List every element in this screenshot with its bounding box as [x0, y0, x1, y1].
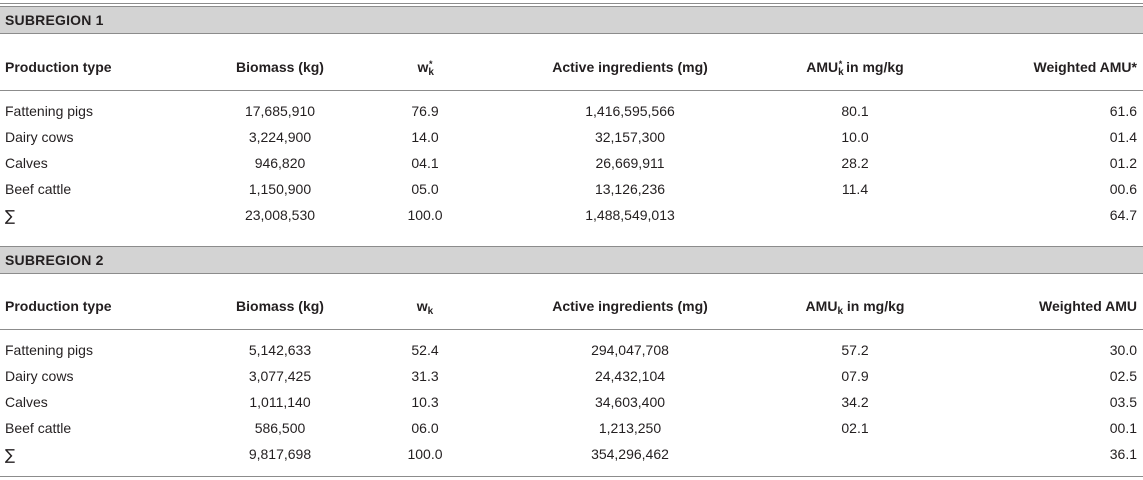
col-header-amuk — [780, 59, 930, 78]
table-row — [0, 342, 1143, 368]
cell-biomass: 3,077,425 — [248, 368, 312, 384]
subregion-2-rows — [0, 342, 1143, 472]
cell-wk: 10.3 — [411, 394, 439, 410]
subregion-1-rows — [0, 103, 1143, 233]
cell-amuk: 28.2 — [841, 155, 869, 171]
cell-production-type: Dairy cows — [5, 129, 74, 145]
wk-main: w — [416, 298, 428, 314]
cell-biomass: 1,011,140 — [249, 394, 311, 410]
cell-wk: 04.1 — [411, 155, 439, 171]
subregion-2-title: SUBREGION 2 — [5, 252, 104, 268]
top-rule — [0, 3, 1143, 4]
subregion-2-bar — [0, 246, 1143, 274]
cell-active-ingredients: 13,126,236 — [594, 181, 666, 197]
col-header-active-ingredients: Active ingredients (mg) — [552, 298, 708, 314]
cell-amuk: 07.9 — [841, 368, 869, 384]
cell-wk: 100.0 — [407, 207, 443, 223]
col-header-weighted-amu: Weighted AMU* — [1033, 59, 1137, 75]
cell-amuk: 80.1 — [841, 103, 869, 119]
subregion-1-header-rule — [0, 90, 1143, 91]
table-row-total — [0, 207, 1143, 233]
table-row — [0, 103, 1143, 129]
amuk-main: AMU — [806, 59, 839, 75]
bottom-rule — [0, 476, 1143, 477]
subregion-1-bar — [0, 6, 1143, 34]
cell-biomass: 17,685,910 — [244, 103, 316, 119]
cell-wk: 05.0 — [411, 181, 439, 197]
subregion-1-title: SUBREGION 1 — [5, 12, 104, 28]
col-header-amuk — [780, 298, 930, 317]
cell-production-type: Calves — [5, 394, 48, 410]
cell-weighted-amu: 64.7 — [1109, 207, 1137, 223]
col-header-biomass: Biomass (kg) — [236, 298, 324, 314]
cell-wk: 52.4 — [411, 342, 439, 358]
cell-weighted-amu: 00.1 — [1109, 420, 1137, 436]
wk-sub: k — [427, 306, 434, 317]
cell-wk: 06.0 — [411, 420, 439, 436]
wk-main: w — [417, 59, 429, 75]
cell-wk: 76.9 — [411, 103, 439, 119]
cell-biomass: 1,150,900 — [248, 181, 312, 197]
cell-active-ingredients: 354,296,462 — [591, 446, 669, 462]
amuk-sub: k — [838, 67, 844, 78]
table-row — [0, 129, 1143, 155]
cell-active-ingredients: 1,213,250 — [598, 420, 662, 436]
cell-active-ingredients: 26,669,911 — [595, 155, 665, 171]
cell-production-type: Calves — [5, 155, 48, 171]
cell-active-ingredients: 1,416,595,566 — [585, 103, 675, 119]
cell-wk: 14.0 — [411, 129, 439, 145]
subregion-2-header — [0, 298, 1143, 318]
col-header-biomass: Biomass (kg) — [236, 59, 324, 75]
cell-weighted-amu: 30.0 — [1109, 342, 1137, 358]
cell-production-type: Beef cattle — [5, 420, 72, 436]
wk-star: * — [428, 59, 433, 69]
cell-weighted-amu: 36.1 — [1109, 446, 1137, 462]
amuk-rest: in mg/kg — [843, 298, 905, 314]
wk-sub: k — [428, 67, 434, 78]
table-row — [0, 394, 1143, 420]
cell-biomass: 23,008,530 — [244, 207, 316, 223]
cell-biomass: 586,500 — [254, 420, 306, 436]
table-row-total — [0, 446, 1143, 472]
table-row — [0, 181, 1143, 207]
col-header-wk — [385, 298, 465, 317]
col-header-production-type: Production type — [5, 298, 112, 314]
cell-weighted-amu: 01.4 — [1109, 129, 1137, 145]
cell-amuk: 02.1 — [841, 420, 869, 436]
amuk-main: AMU — [805, 298, 838, 314]
cell-weighted-amu: 02.5 — [1109, 368, 1137, 384]
table-row — [0, 368, 1143, 394]
cell-active-ingredients: 294,047,708 — [591, 342, 669, 358]
amuk-rest: in mg/kg — [842, 59, 904, 75]
cell-production-type: Fattening pigs — [5, 103, 93, 119]
table-row — [0, 420, 1143, 446]
cell-wk: 31.3 — [411, 368, 439, 384]
cell-amuk: 11.4 — [841, 181, 869, 197]
cell-weighted-amu: 00.6 — [1109, 181, 1137, 197]
cell-active-ingredients: 34,603,400 — [594, 394, 666, 410]
cell-biomass: 3,224,900 — [248, 129, 312, 145]
col-header-wk — [385, 59, 465, 78]
subregion-2-header-rule — [0, 329, 1143, 330]
cell-biomass: 946,820 — [254, 155, 306, 171]
amuk-sub: k — [837, 306, 843, 317]
cell-active-ingredients: 1,488,549,013 — [585, 207, 675, 223]
cell-amuk: 10.0 — [841, 129, 869, 145]
cell-production-type: Fattening pigs — [5, 342, 93, 358]
cell-biomass: 9,817,698 — [248, 446, 312, 462]
sum-symbol: ∑ — [5, 446, 16, 464]
cell-weighted-amu: 01.2 — [1109, 155, 1137, 171]
cell-production-type: Dairy cows — [5, 368, 74, 384]
table-row — [0, 155, 1143, 181]
cell-active-ingredients: 24,432,104 — [594, 368, 666, 384]
cell-weighted-amu: 61.6 — [1109, 103, 1137, 119]
cell-production-type: Beef cattle — [5, 181, 72, 197]
cell-biomass: 5,142,633 — [248, 342, 312, 358]
cell-active-ingredients: 32,157,300 — [594, 129, 666, 145]
sum-symbol: ∑ — [5, 207, 16, 225]
cell-weighted-amu: 03.5 — [1109, 394, 1137, 410]
cell-amuk: 57.2 — [841, 342, 869, 358]
col-header-active-ingredients: Active ingredients (mg) — [552, 59, 708, 75]
amuk-star: * — [838, 59, 843, 69]
col-header-weighted-amu: Weighted AMU — [1039, 298, 1137, 314]
cell-amuk: 34.2 — [841, 394, 869, 410]
col-header-production-type: Production type — [5, 59, 112, 75]
cell-wk: 100.0 — [407, 446, 443, 462]
subregion-1-header — [0, 59, 1143, 79]
